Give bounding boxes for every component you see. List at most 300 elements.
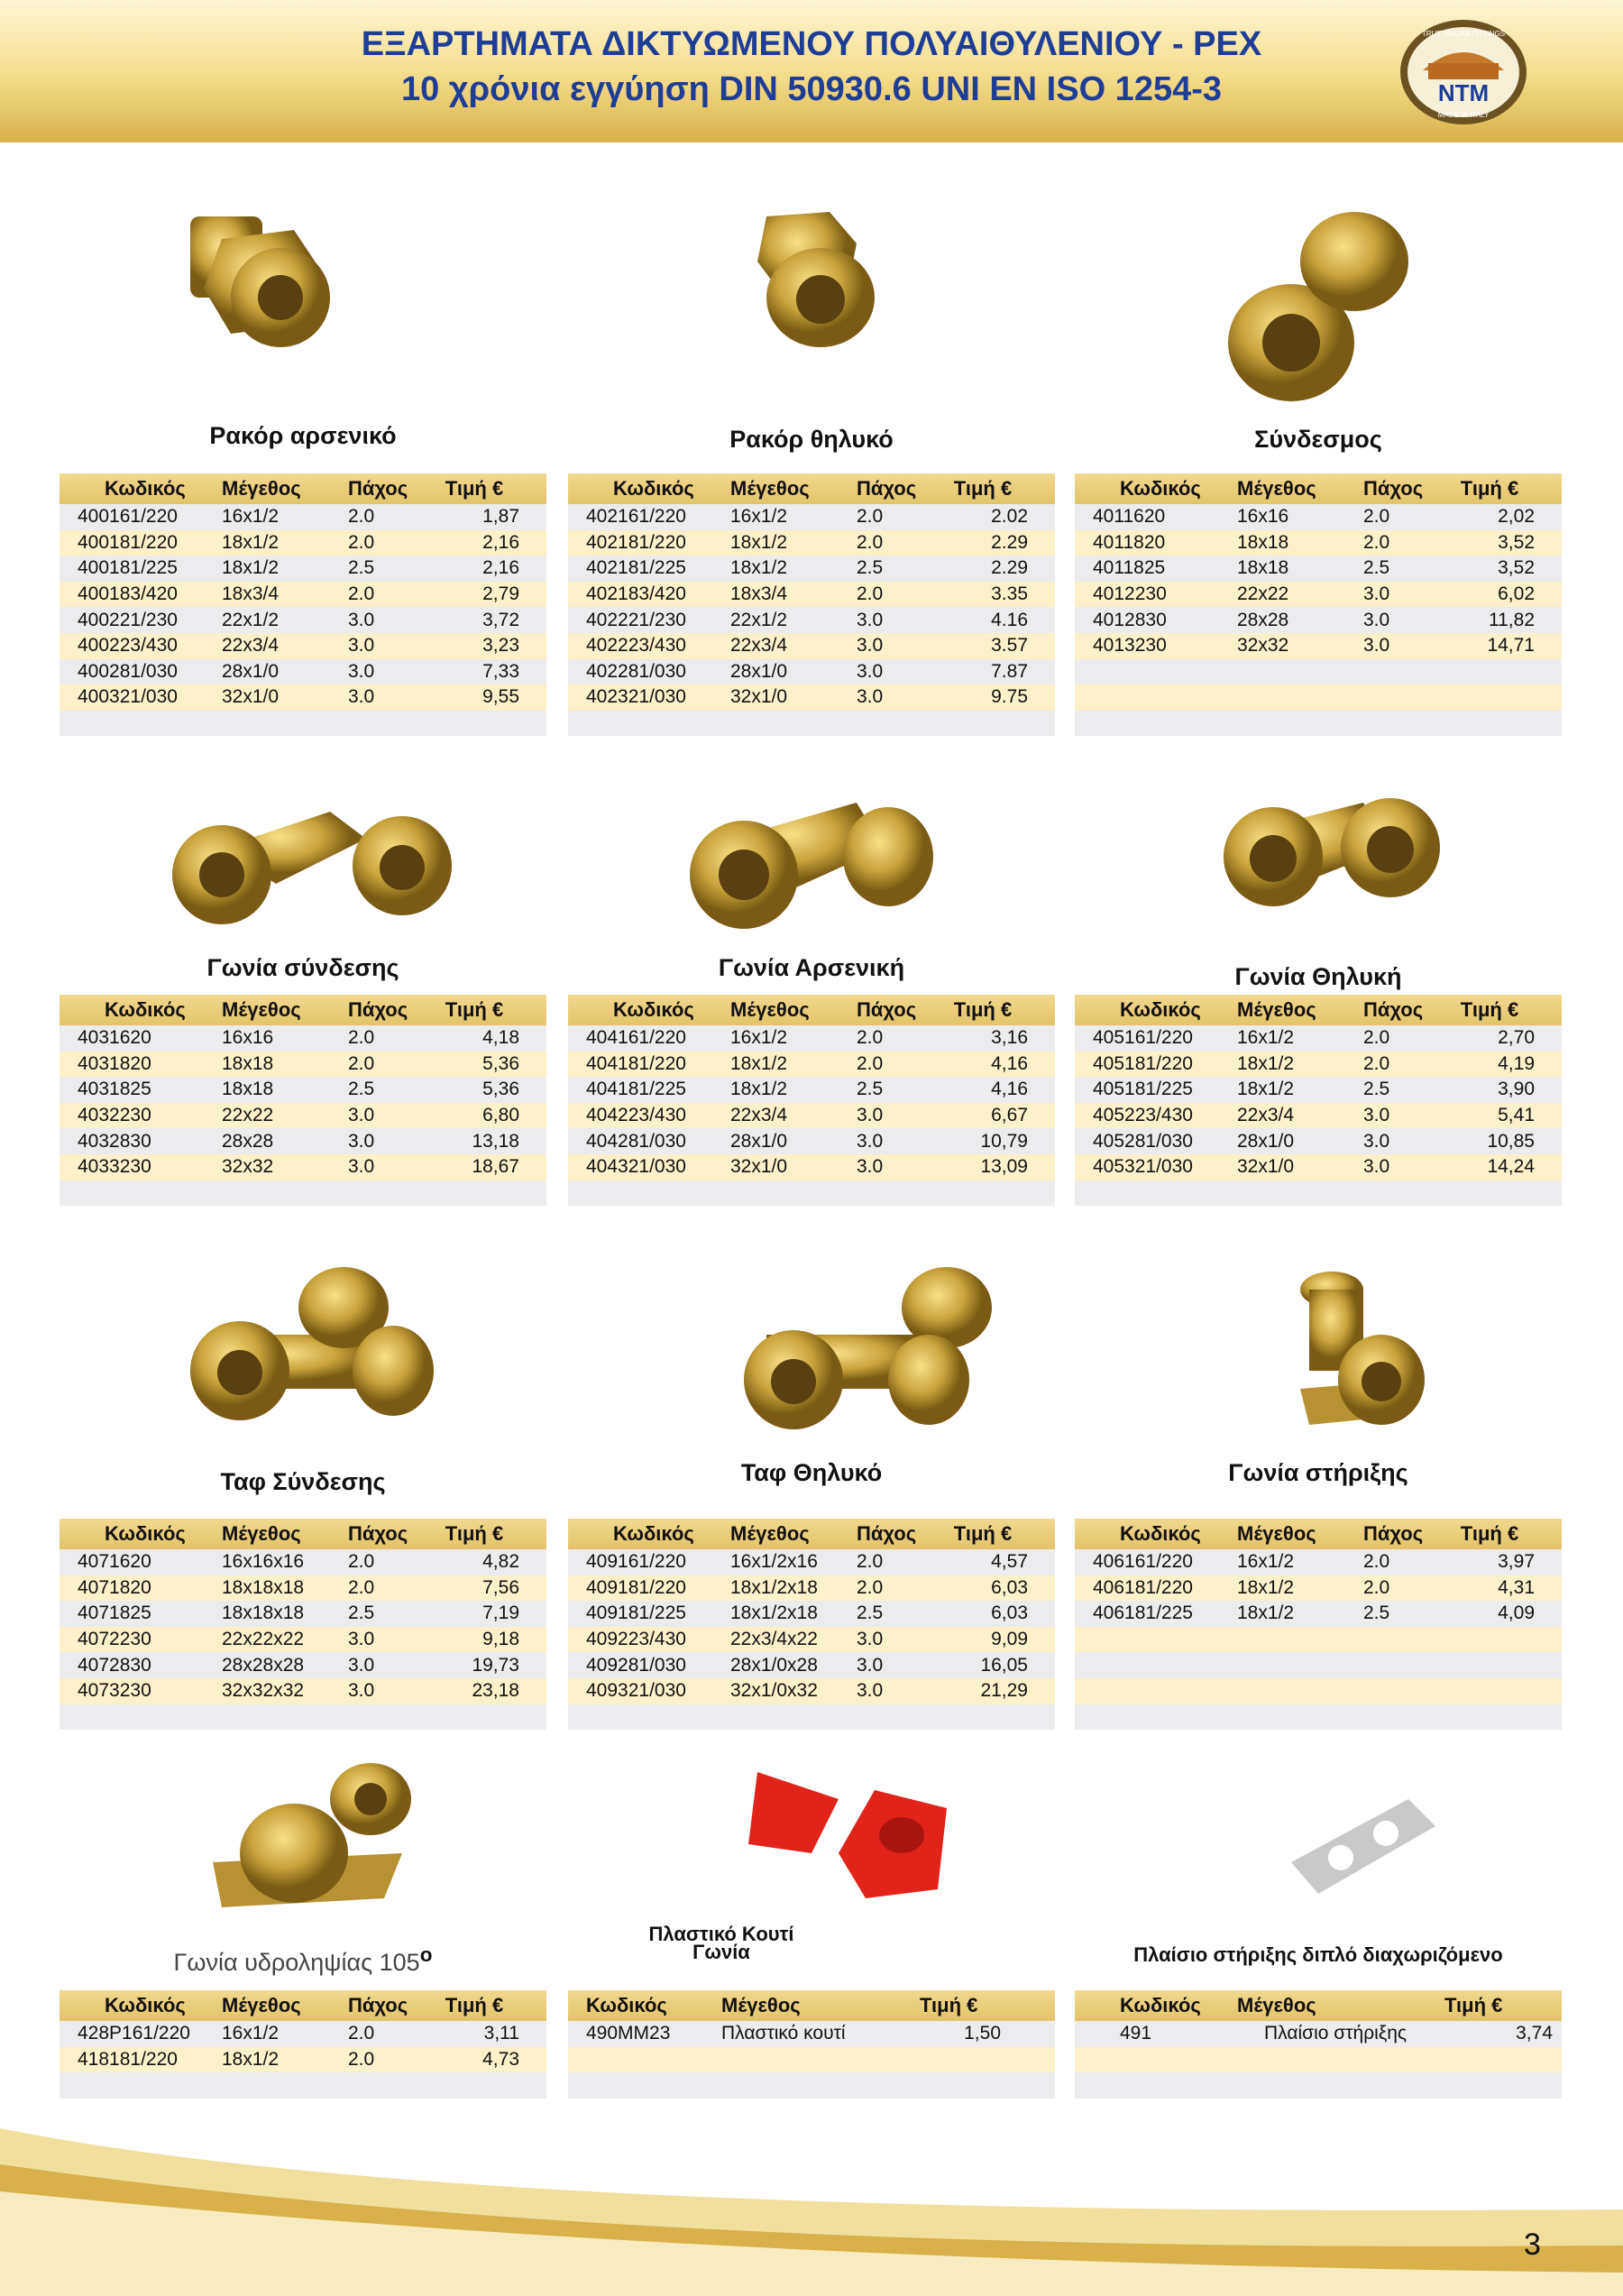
- col-code: Κωδικός: [1120, 998, 1201, 1021]
- cell-price: 9,18: [482, 1629, 519, 1650]
- col-price: Τιμή €: [1460, 1522, 1519, 1545]
- table-row: [568, 607, 1055, 633]
- cell-price: 5,36: [482, 1079, 519, 1100]
- page-number: 3: [1524, 2227, 1541, 2262]
- cell-thickness: 3.0: [857, 1105, 884, 1126]
- table-row: [568, 1704, 1055, 1731]
- cell-thickness: 2.0: [348, 1551, 375, 1573]
- table-row: [60, 684, 546, 711]
- cell-price: 1,50: [964, 2023, 1001, 2044]
- cell-thickness: 3.0: [1363, 635, 1390, 657]
- cell-thickness: 2.5: [348, 1603, 375, 1624]
- cell-price: 3,52: [1498, 557, 1535, 579]
- section-title: Γωνία Θηλυκή: [1234, 963, 1402, 990]
- cell-thickness: 2.5: [348, 1079, 375, 1100]
- cell-size: 16x1/2: [730, 1027, 788, 1049]
- cell-size: 32x32: [222, 1156, 274, 1178]
- price-table: [1075, 473, 1562, 736]
- page-header: [0, 0, 1623, 142]
- cell-thickness: 3.0: [1363, 583, 1390, 605]
- table-row: [1075, 659, 1562, 685]
- col-code: Κωδικός: [613, 998, 694, 1021]
- cell-size: 16x1/2: [1237, 1027, 1295, 1049]
- col-thickness: Πάχος: [348, 477, 408, 500]
- table-row: [60, 530, 546, 556]
- table-row: [568, 1549, 1055, 1575]
- cell-price: 2,70: [1498, 1027, 1535, 1049]
- table-row: [568, 1052, 1055, 1078]
- cell-thickness: 2.0: [857, 1027, 884, 1049]
- cell-thickness: 2.0: [1363, 506, 1390, 528]
- table-row: [1075, 1180, 1562, 1207]
- cell-size: 18x1/2x18: [730, 1603, 818, 1624]
- cell-size: 32x1/0: [222, 686, 280, 708]
- cell-price: 9,55: [482, 686, 519, 708]
- cell-code: 405161/220: [1093, 1027, 1193, 1049]
- cell-price: 4,16: [991, 1079, 1028, 1100]
- table-row: [1075, 1128, 1562, 1154]
- cell-code: 4011620: [1093, 506, 1166, 528]
- table-row: [60, 1678, 546, 1704]
- cell-size: 22x1/2: [730, 609, 788, 630]
- table-row: [60, 582, 546, 608]
- table-row: [568, 1575, 1055, 1602]
- table-row: [568, 1128, 1055, 1154]
- cell-price: 2,79: [482, 583, 519, 605]
- cell-code: 400181/220: [78, 531, 178, 553]
- section-title: Σύνδεσμος: [1254, 426, 1382, 453]
- cell-thickness: 3.0: [857, 660, 884, 682]
- cell-price: 3,97: [1498, 1551, 1535, 1573]
- table-row: [60, 1025, 546, 1052]
- cell-size: 32x32x32: [222, 1680, 305, 1702]
- table-header: [60, 1990, 546, 2021]
- cell-price: 3,52: [1498, 531, 1535, 553]
- table-header: [1075, 1519, 1562, 1549]
- cell-price: 14,24: [1487, 1156, 1535, 1178]
- col-code: Κωδικός: [1120, 1994, 1201, 2016]
- cell-size: 18x1/2: [1237, 1576, 1295, 1598]
- table-row: [60, 711, 546, 737]
- col-code: Κωδικός: [105, 998, 186, 1021]
- cell-code: 405223/430: [1093, 1105, 1193, 1126]
- cell-code: 402161/220: [586, 506, 686, 528]
- cell-code: 404181/225: [586, 1079, 686, 1100]
- cell-thickness: 2.0: [857, 1052, 884, 1074]
- cell-code: 491: [1120, 2023, 1152, 2044]
- cell-size: 16x1/2: [222, 506, 280, 528]
- cell-thickness: 2.0: [1363, 1551, 1390, 1573]
- cell-price: 7,19: [482, 1603, 519, 1624]
- cell-code: 4071825: [78, 1603, 151, 1624]
- female-connector-image: [568, 189, 1055, 352]
- cell-thickness: 2.5: [1363, 1079, 1390, 1100]
- table-row: [1075, 504, 1562, 530]
- col-price: Τιμή €: [953, 1522, 1013, 1545]
- cell-price: 13,09: [980, 1156, 1028, 1178]
- table-row: [60, 2047, 546, 2073]
- cell-thickness: 2.0: [857, 1576, 884, 1598]
- price-table: [568, 995, 1055, 1206]
- table-row: [60, 1077, 546, 1103]
- table-row: [568, 582, 1055, 608]
- cell-price: 13,18: [472, 1130, 519, 1152]
- cell-code: 4031825: [78, 1079, 151, 1100]
- table-row: [60, 556, 546, 582]
- table-row: [1075, 1652, 1562, 1678]
- table-row: [568, 504, 1055, 530]
- table-row: [1075, 1627, 1562, 1653]
- cell-code: 400281/030: [78, 660, 178, 682]
- cell-thickness: 2.5: [857, 1603, 884, 1624]
- cell-price: 2.02: [991, 506, 1028, 528]
- cell-price: 19,73: [472, 1654, 519, 1676]
- section-title: Γωνία στήριξης: [1228, 1459, 1408, 1486]
- wall-elbow-image: [1075, 1263, 1562, 1443]
- cell-price: 2,02: [1498, 506, 1535, 528]
- table-row: [1075, 607, 1562, 633]
- table-row: [1075, 1678, 1562, 1704]
- cell-price: 2,16: [482, 557, 519, 579]
- cell-code: 4011825: [1093, 557, 1166, 579]
- title-line1: Πλαστικό Κουτί: [648, 1923, 794, 1945]
- cell-size: 32x32: [1237, 635, 1289, 657]
- cell-size: 28x28: [222, 1130, 274, 1152]
- col-code: Κωδικός: [613, 1522, 694, 1545]
- table-header: [568, 1990, 1055, 2021]
- table-header: [60, 995, 546, 1025]
- cell-price: 4,31: [1498, 1576, 1535, 1598]
- section-title: Ταφ Σύνδεσης: [220, 1468, 386, 1495]
- table-row: [1075, 1704, 1562, 1731]
- col-thickness: Πάχος: [857, 477, 917, 500]
- col-thickness: Πάχος: [857, 1522, 917, 1545]
- ntm-logo: [1396, 16, 1531, 129]
- col-size: Μέγεθος: [730, 1522, 810, 1545]
- price-table: [60, 1519, 546, 1730]
- col-size: Μέγεθος: [222, 477, 301, 500]
- table-row: [1075, 1025, 1562, 1052]
- cell-size: 18x18: [1237, 557, 1289, 579]
- col-price: Τιμή €: [953, 477, 1013, 500]
- cell-thickness: 3.0: [1363, 609, 1390, 630]
- cell-code: 409281/030: [586, 1654, 686, 1676]
- col-price: Τιμή €: [445, 1994, 504, 2016]
- col-size: Μέγεθος: [730, 998, 810, 1021]
- cell-thickness: 3.0: [857, 1654, 884, 1676]
- cell-size: 18x18: [222, 1052, 274, 1074]
- cell-thickness: 3.0: [348, 660, 375, 682]
- cell-thickness: 3.0: [1363, 1105, 1390, 1126]
- table-row: [60, 1627, 546, 1653]
- col-thickness: Πάχος: [348, 1522, 408, 1545]
- cell-price: 6,67: [991, 1105, 1028, 1126]
- cell-code: 490MM23: [586, 2023, 671, 2044]
- table-row: [568, 1025, 1055, 1052]
- cell-code: 402321/030: [586, 686, 686, 708]
- cell-thickness: 3.0: [857, 1130, 884, 1152]
- col-price: Τιμή €: [445, 1522, 504, 1545]
- col-thickness: Πάχος: [1363, 998, 1424, 1021]
- degree-sup: ο: [419, 1943, 433, 1966]
- cell-thickness: 2.0: [348, 2048, 375, 2070]
- cell-code: 400221/230: [78, 609, 178, 630]
- cell-size: 16x1/2: [1237, 1551, 1295, 1573]
- title-line2: Γωνία: [692, 1941, 750, 1963]
- cell-thickness: 2.0: [857, 506, 884, 528]
- cell-price: 2,16: [482, 531, 519, 553]
- cell-thickness: 3.0: [857, 1680, 884, 1702]
- table-row: [60, 1652, 546, 1678]
- cell-code: 406161/220: [1093, 1551, 1193, 1573]
- cell-size: 22x22: [1237, 583, 1289, 605]
- section-title: Πλαίσιο στήριξης διπλό διαχωριζόμενο: [1133, 1943, 1503, 1966]
- cell-code: 405281/030: [1093, 1130, 1193, 1152]
- col-price: Τιμή €: [1460, 477, 1519, 500]
- table-header: [60, 473, 546, 504]
- table-row: [568, 711, 1055, 737]
- cell-code: 409223/430: [586, 1629, 686, 1650]
- cell-size: 28x1/0: [222, 660, 280, 682]
- table-header: [568, 473, 1055, 504]
- cell-thickness: 2.5: [857, 1079, 884, 1100]
- table-row: [568, 530, 1055, 556]
- cell-size: 28x1/0: [730, 660, 788, 682]
- cell-size: 22x3/4: [730, 635, 788, 657]
- cell-thickness: 3.0: [857, 686, 884, 708]
- cell-size: 18x1/2: [730, 557, 788, 579]
- cell-thickness: 2.5: [1363, 557, 1390, 579]
- cell-thickness: 2.0: [1363, 1576, 1390, 1598]
- cell-thickness: 3.0: [857, 609, 884, 630]
- cell-price: 3,74: [1516, 2023, 1553, 2044]
- cell-price: 5,36: [482, 1052, 519, 1074]
- female-elbow-image: [1075, 785, 1562, 947]
- price-table: [568, 473, 1055, 736]
- cell-code: 4031820: [78, 1052, 151, 1074]
- cell-size: 18x18x18: [222, 1576, 305, 1598]
- cell-code: 406181/225: [1093, 1603, 1193, 1624]
- col-thickness: Πάχος: [348, 1994, 408, 2016]
- cell-thickness: 2.0: [348, 583, 375, 605]
- cell-size: Πλαίσιο στήριξης: [1264, 2023, 1408, 2044]
- cell-code: 4013230: [1093, 635, 1167, 657]
- table-row: [1075, 684, 1562, 711]
- cell-size: 18x3/4: [222, 583, 280, 605]
- cell-thickness: 2.0: [348, 1576, 375, 1598]
- cell-price: 4,57: [991, 1551, 1028, 1573]
- cell-size: 32x1/0: [730, 686, 788, 708]
- female-tee-image: [568, 1263, 1055, 1443]
- cell-size: 16x16x16: [222, 1551, 305, 1573]
- table-row: [568, 2021, 1055, 2047]
- cell-code: 4031620: [78, 1027, 151, 1049]
- col-size: Μέγεθος: [721, 1994, 801, 2016]
- table-row: [568, 659, 1055, 685]
- cell-thickness: 3.0: [348, 609, 375, 630]
- price-table: [60, 995, 546, 1206]
- cell-thickness: 2.0: [857, 531, 884, 553]
- table-row: [568, 1103, 1055, 1129]
- section-title: [60, 1943, 546, 1977]
- male-elbow-image: [568, 785, 1055, 947]
- male-connector-image: [60, 189, 546, 352]
- cell-price: 3,23: [482, 635, 519, 657]
- col-price: Τιμή €: [953, 998, 1013, 1021]
- title-text: Γωνία υδροληψίας 105: [173, 1949, 420, 1976]
- cell-thickness: 3.0: [857, 1629, 884, 1650]
- cell-size: 22x3/4: [222, 635, 280, 657]
- cell-price: 7,33: [482, 660, 519, 682]
- table-row: [1075, 556, 1562, 582]
- section-title: [478, 1925, 965, 1961]
- section-title: Ρακόρ αρσενικό: [209, 422, 397, 449]
- price-table: [1075, 1519, 1562, 1730]
- cell-thickness: 2.0: [348, 2023, 375, 2044]
- cell-size: 18x1/2: [1237, 1603, 1295, 1624]
- cell-size: 18x3/4: [730, 583, 788, 605]
- cell-size: 32x1/0: [730, 1156, 788, 1178]
- cell-size: 16x16: [1237, 506, 1289, 528]
- cell-code: 428P161/220: [78, 2023, 190, 2044]
- cell-price: 2.29: [991, 531, 1028, 553]
- cell-thickness: 3.0: [348, 1156, 375, 1178]
- cell-price: 5,41: [1498, 1105, 1535, 1126]
- cell-size: 18x1/2: [1237, 1079, 1295, 1100]
- mounting-frame-image: [1075, 1763, 1562, 1916]
- cell-thickness: 2.0: [1363, 1027, 1390, 1049]
- cell-code: 409181/225: [586, 1603, 686, 1624]
- cell-code: 406181/220: [1093, 1576, 1193, 1598]
- section-title: Γωνία σύνδεσης: [206, 954, 399, 981]
- col-code: Κωδικός: [105, 1994, 186, 2016]
- cell-code: 402181/220: [586, 531, 686, 553]
- cell-thickness: 3.0: [348, 1105, 375, 1126]
- cell-size: 32x1/0: [1237, 1156, 1295, 1178]
- cell-price: 4.16: [991, 609, 1028, 630]
- table-row: [568, 1652, 1055, 1678]
- cell-thickness: 2.0: [857, 1551, 884, 1573]
- table-row: [1075, 1103, 1562, 1129]
- cell-code: 4033230: [78, 1156, 151, 1178]
- cell-code: 400183/420: [78, 583, 178, 605]
- cell-code: 402181/225: [586, 557, 686, 579]
- cell-size: 28x1/0: [730, 1130, 788, 1152]
- cell-size: Πλαστικό κουτί: [721, 2023, 846, 2044]
- table-row: [60, 1052, 546, 1078]
- col-size: Μέγεθος: [730, 477, 810, 500]
- cell-thickness: 2.0: [1363, 531, 1390, 553]
- cell-price: 7.87: [991, 660, 1028, 682]
- cell-thickness: 3.0: [1363, 1130, 1390, 1152]
- cell-code: 409181/220: [586, 1576, 686, 1598]
- elbow-coupling-image: [60, 785, 546, 947]
- table-row: [60, 1154, 546, 1180]
- tee-coupling-image: [60, 1263, 546, 1443]
- col-code: Κωδικός: [613, 477, 694, 500]
- cell-size: 18x1/2: [730, 531, 788, 553]
- cell-code: 4071820: [78, 1576, 151, 1598]
- table-row: [568, 684, 1055, 711]
- price-table: [60, 473, 546, 736]
- water-outlet-elbow-image: [60, 1763, 546, 1916]
- col-size: Μέγεθος: [1237, 1994, 1316, 2016]
- price-table: [1075, 995, 1562, 1206]
- cell-price: 4,73: [482, 2048, 519, 2070]
- cell-price: 9,09: [991, 1629, 1028, 1650]
- cell-price: 23,18: [472, 1680, 519, 1702]
- table-row: [1075, 711, 1562, 737]
- table-header: [1075, 995, 1562, 1025]
- page-title-line2: 10 χρόνια εγγύηση DIN 50930.6 UNI EN ISO 1254-3: [400, 70, 1223, 108]
- cell-code: 4012830: [1093, 609, 1167, 630]
- col-thickness: Πάχος: [348, 998, 408, 1021]
- cell-thickness: 2.0: [348, 1052, 375, 1074]
- cell-code: 418181/220: [78, 2048, 178, 2070]
- cell-size: 22x22: [222, 1105, 274, 1126]
- cell-thickness: 3.0: [348, 1629, 375, 1650]
- page-title-line1: ΕΞΑΡΤΗΜΑΤΑ ΔΙΚΤΥΩΜΕΝΟΥ ΠΟΛΥΑΙΘΥΛΕΝΙΟΥ - PEX: [361, 25, 1262, 63]
- cell-thickness: 2.0: [348, 531, 375, 553]
- cell-thickness: 2.0: [857, 583, 884, 605]
- cell-code: 402221/230: [586, 609, 686, 630]
- table-header: [1075, 1990, 1562, 2021]
- cell-code: 4032830: [78, 1130, 151, 1152]
- table-row: [1075, 1077, 1562, 1103]
- footer-swoosh: [0, 2074, 1623, 2296]
- cell-thickness: 2.0: [1363, 1052, 1390, 1074]
- cell-price: 21,29: [980, 1680, 1028, 1702]
- cell-code: 409161/220: [586, 1551, 686, 1573]
- cell-code: 404281/030: [586, 1130, 686, 1152]
- table-row: [60, 1103, 546, 1129]
- table-row: [60, 633, 546, 659]
- col-price: Τιμή €: [920, 1994, 978, 2016]
- table-row: [1075, 582, 1562, 608]
- cell-code: 404181/220: [586, 1052, 686, 1074]
- table-row: [60, 659, 546, 685]
- cell-thickness: 2.0: [348, 506, 375, 528]
- table-row: [1075, 633, 1562, 659]
- cell-size: 16x1/2x16: [730, 1551, 818, 1573]
- cell-thickness: 2.5: [348, 557, 375, 579]
- table-row: [568, 1627, 1055, 1653]
- cell-code: 400321/030: [78, 686, 178, 708]
- cell-code: 400161/220: [78, 506, 178, 528]
- cell-code: 409321/030: [586, 1680, 686, 1702]
- cell-code: 4072830: [78, 1654, 151, 1676]
- cell-code: 4032230: [78, 1105, 151, 1126]
- cell-price: 1,87: [482, 506, 519, 528]
- cell-code: 4072230: [78, 1629, 151, 1650]
- table-row: [1075, 1549, 1562, 1575]
- cell-code: 402223/430: [586, 635, 686, 657]
- cell-size: 18x1/2x18: [730, 1576, 818, 1598]
- table-row: [1075, 2047, 1562, 2073]
- table-row: [568, 556, 1055, 582]
- cell-price: 10,85: [1487, 1130, 1535, 1152]
- cell-price: 3,72: [482, 609, 519, 630]
- col-code: Κωδικός: [1120, 477, 1201, 500]
- cell-price: 9.75: [991, 686, 1028, 708]
- table-header: [1075, 473, 1562, 504]
- cell-thickness: 3.0: [348, 686, 375, 708]
- cell-price: 6,02: [1498, 583, 1535, 605]
- table-row: [60, 1128, 546, 1154]
- cell-code: 4071620: [78, 1551, 151, 1573]
- cell-code: 405181/220: [1093, 1052, 1193, 1074]
- cell-price: 14,71: [1487, 635, 1535, 657]
